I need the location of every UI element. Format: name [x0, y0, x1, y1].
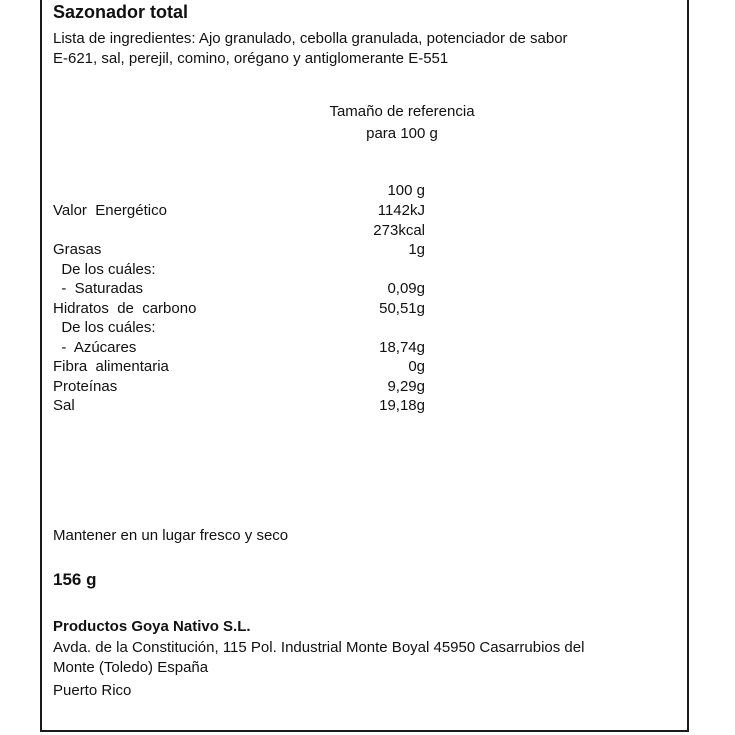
company-address-line-1: Avda. de la Constitución, 115 Pol. Industrial Monte Boyal 45950 Casarrubios del: [53, 639, 585, 656]
ingredients-list: [53, 29, 673, 69]
ingredients-line-2: E-621, sal, perejil, comino, orégano y antiglomerante E-551: [53, 50, 449, 67]
ingredients-line-1: Lista de ingredientes: Ajo granulado, cebolla granulada, potenciador de sabor: [53, 30, 568, 47]
nutrition-row-label: Grasas: [53, 241, 102, 258]
reference-size-line-1: Tamaño de referencia: [329, 103, 475, 120]
nutrition-row-label: - Saturadas: [53, 280, 144, 297]
company-name: Productos Goya Nativo S.L.: [53, 618, 251, 635]
nutrition-row-value: 19,18g: [379, 397, 425, 414]
nutrition-row-label: Fibra alimentaria: [53, 358, 169, 375]
nutrition-row-value: 0,09g: [387, 280, 425, 297]
reference-size-line-2: para 100 g: [366, 125, 438, 142]
nutrition-row-value: 9,29g: [387, 377, 425, 395]
nutrition-row-label: Sal: [53, 397, 75, 414]
net-weight: 156 g: [53, 570, 97, 589]
nutrition-row-label: Hidratos de carbono: [53, 299, 197, 317]
nutrition-row-label: Proteínas: [53, 377, 118, 395]
storage-instructions: Mantener en un lugar fresco y seco: [53, 527, 289, 544]
nutrition-row-value: 1142kJ: [377, 202, 425, 219]
product-title: Sazonador total: [53, 2, 189, 22]
nutrition-row-value: 50,51g: [379, 299, 425, 317]
nutrition-row-label: Valor Energético: [53, 202, 167, 219]
nutrition-row-value: 273kcal: [373, 221, 425, 239]
nutrition-row-value: 1g: [408, 241, 425, 258]
origin-country: Puerto Rico: [53, 682, 132, 699]
nutrition-row-label: - Azúcares: [53, 338, 137, 356]
company-address-line-2: Monte (Toledo) España: [53, 659, 209, 676]
nutrition-row-value: 0g: [408, 358, 425, 375]
nutrition-row-label: De los cuáles:: [53, 260, 156, 278]
nutrition-row-label: De los cuáles:: [53, 319, 156, 336]
nutrition-row-value: 18,74g: [379, 338, 425, 356]
nutrition-column-header: 100 g: [387, 182, 425, 199]
